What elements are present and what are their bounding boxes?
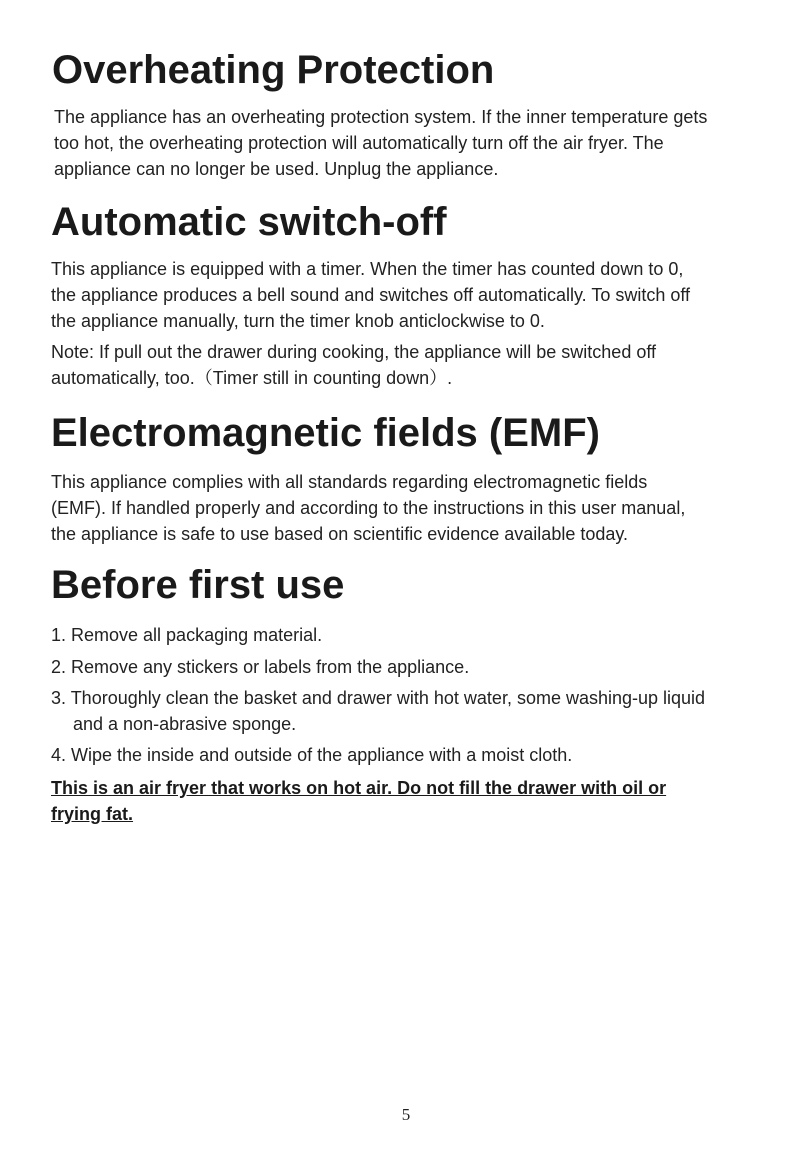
paragraph-note — [51, 339, 656, 391]
list-item-line: 2. Remove any stickers or labels from the appliance. — [51, 657, 470, 677]
list-item-line: 4. Wipe the inside and outside of the appliance with a moist cloth. — [51, 745, 573, 765]
paragraph-line: The appliance has an overheating protection system. If the inner temperature gets — [54, 107, 708, 127]
warning-line: This is an air fryer that works on hot air. Do not fill the drawer with oil or — [51, 778, 667, 798]
list-item-line: and a non-abrasive sponge. — [73, 714, 297, 734]
heading-electromagnetic-fields: Electromagnetic fields (EMF) — [51, 411, 600, 455]
paragraph-automatic-switch-off — [51, 256, 690, 334]
paragraph-line: appliance can no longer be used. Unplug the appliance. — [54, 159, 499, 179]
paragraph-line: too hot, the overheating protection will automatically turn off the air fryer. The — [54, 133, 664, 153]
heading-overheating-protection: Overheating Protection — [52, 48, 495, 92]
paragraph-line: the appliance is safe to use based on scientific evidence available today. — [51, 524, 629, 544]
heading-before-first-use: Before first use — [51, 563, 345, 607]
heading-automatic-switch-off: Automatic switch-off — [51, 200, 447, 244]
paragraph-overheating — [54, 104, 707, 182]
warning-line: frying fat. — [51, 804, 134, 824]
paragraph-line: the appliance manually, turn the timer knob anticlockwise to 0. — [51, 311, 545, 331]
list-item-step-3 — [51, 685, 705, 737]
list-item-line: 3. Thoroughly clean the basket and drawer with hot water, some washing-up liquid — [51, 688, 706, 708]
paragraph-line: Note: If pull out the drawer during cooking, the appliance will be switched off — [51, 342, 657, 362]
list-item-step-4 — [51, 742, 572, 768]
paragraph-line: automatically, too.（Timer still in counting down）. — [51, 368, 453, 388]
paragraph-line: This appliance is equipped with a timer. When the timer has counted down to 0, — [51, 259, 684, 279]
warning-hot-air — [51, 775, 666, 827]
list-item-line: 1. Remove all packaging material. — [51, 625, 323, 645]
page-number: 5 — [401, 1105, 411, 1124]
list-item-step-1 — [51, 622, 322, 648]
paragraph-emf — [51, 469, 685, 547]
paragraph-line: the appliance produces a bell sound and switches off automatically. To switch off — [51, 285, 691, 305]
paragraph-line: (EMF). If handled properly and according to the instructions in this user manual, — [51, 498, 686, 518]
list-item-step-2 — [51, 654, 469, 680]
paragraph-line: This appliance complies with all standards regarding electromagnetic fields — [51, 472, 648, 492]
